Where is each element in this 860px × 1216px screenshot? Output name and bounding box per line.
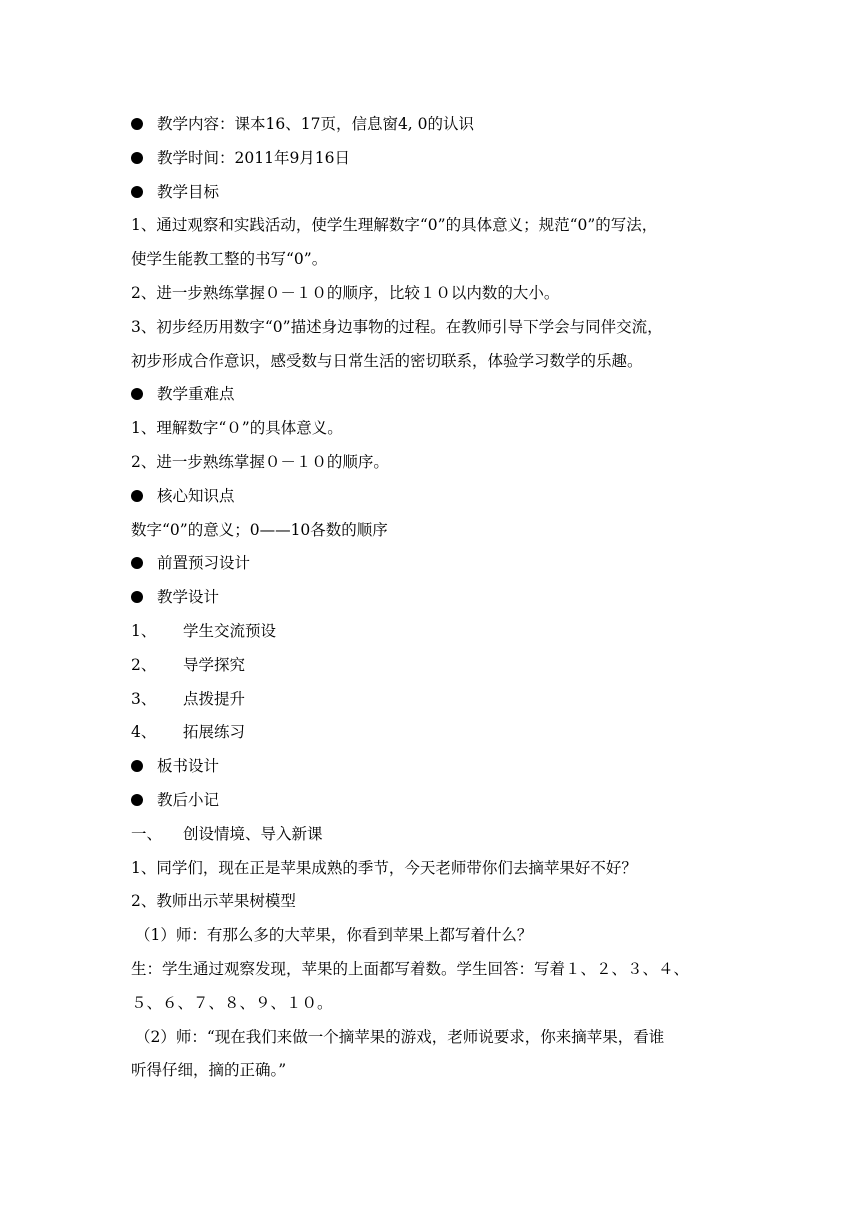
paragraph-line [131, 919, 741, 953]
post-class-notes-heading: 教后小记 [157, 790, 220, 809]
teaching-content-text: 教学内容：课本16、17页，信息窗4, 0的认识 [157, 115, 475, 133]
section-number: 一、 [131, 824, 163, 843]
key-point-1: 1、理解数字“０”的具体意义。 [131, 419, 343, 438]
bullet-item-notes [131, 784, 741, 818]
bullet-icon [131, 557, 143, 569]
core-knowledge-heading: 核心知识点 [157, 486, 235, 505]
goal-1-line-1: 1、通过观察和实践活动，使学生理解数字“0”的具体意义；规范“0”的写法， [131, 216, 658, 235]
teacher-question-2-line-1: （2）师：“现在我们来做一个摘苹果的游戏，老师说要求，你来摘苹果，看谁 [135, 1027, 665, 1046]
step-number: 2、 [131, 655, 157, 674]
step-number: 3、 [131, 689, 157, 708]
bullet-icon [131, 760, 143, 772]
paragraph-line [131, 1054, 741, 1088]
paragraph-line [131, 243, 741, 277]
design-step-3 [131, 683, 741, 717]
paragraph-line [131, 446, 741, 480]
student-answer-line-1: 生：学生通过观察发现，苹果的上面都写着数。学生回答：写着１、２、３、４、 [131, 959, 690, 978]
bullet-icon [131, 388, 143, 400]
paragraph-line [131, 277, 741, 311]
step-text: 学生交流预设 [183, 621, 277, 640]
design-step-2 [131, 649, 741, 683]
student-answer-line-2: ５、６、７、８、９、１０。 [131, 993, 333, 1012]
teaching-time-text: 教学时间：2011年9月16日 [157, 148, 351, 167]
bullet-item-core-knowledge [131, 480, 741, 514]
bullet-item-design [131, 581, 741, 615]
board-design-heading: 板书设计 [157, 757, 220, 776]
lesson-intro-2: 2、教师出示苹果树模型 [131, 892, 296, 911]
bullet-item-goals [131, 176, 741, 210]
lesson-intro-1: 1、同学们，现在正是苹果成熟的季节，今天老师带你们去摘苹果好不好？ [131, 858, 637, 877]
paragraph-line [131, 885, 741, 919]
bullet-icon [131, 118, 143, 130]
teaching-goals-heading: 教学目标 [157, 182, 220, 201]
step-number: 4、 [131, 723, 157, 742]
bullet-item-time [131, 142, 741, 176]
bullet-item-key-points [131, 378, 741, 412]
core-knowledge-text: 数字“0”的意义；0——10各数的顺序 [131, 520, 388, 539]
teaching-design-heading: 教学设计 [157, 588, 220, 607]
teacher-question-1: （1）师：有那么多的大苹果，你看到苹果上都写着什么？ [135, 926, 533, 945]
section-title: 创设情境、导入新课 [183, 824, 323, 843]
paragraph-line [131, 852, 741, 886]
bullet-icon [131, 794, 143, 806]
design-step-1 [131, 615, 741, 649]
teacher-question-2-line-2: 听得仔细，摘的正确。” [131, 1061, 287, 1080]
bullet-icon [131, 186, 143, 198]
paragraph-line [131, 412, 741, 446]
paragraph-line [131, 514, 741, 548]
paragraph-line [131, 1021, 741, 1055]
bullet-item-board [131, 750, 741, 784]
step-number: 1、 [131, 621, 157, 640]
step-text: 拓展练习 [183, 723, 246, 742]
section-one-heading [131, 818, 741, 852]
goal-1-line-2: 使学生能教工整的书写“0”。 [131, 250, 328, 269]
design-step-4 [131, 716, 741, 750]
document-body [131, 108, 741, 1088]
bullet-item-content [131, 108, 741, 142]
preview-design-heading: 前置预习设计 [157, 554, 251, 573]
goal-3-line-2: 初步形成合作意识，感受数与日常生活的密切联系，体验学习数学的乐趣。 [131, 351, 643, 370]
paragraph-line [131, 345, 741, 379]
paragraph-line [131, 987, 741, 1021]
step-text: 点拨提升 [183, 689, 246, 708]
bullet-icon [131, 152, 143, 164]
goal-3-line-1: 3、初步经历用数字“0”描述身边事物的过程。在教师引导下学会与同伴交流， [131, 317, 663, 336]
paragraph-line [131, 209, 741, 243]
bullet-item-preview [131, 547, 741, 581]
paragraph-line [131, 953, 741, 987]
key-points-heading: 教学重难点 [157, 385, 235, 404]
key-point-2: 2、进一步熟练掌握０－１０的顺序。 [131, 452, 389, 471]
paragraph-line [131, 311, 741, 345]
goal-2: 2、进一步熟练掌握０－１０的顺序，比较１０以内数的大小。 [131, 283, 560, 302]
bullet-icon [131, 591, 143, 603]
bullet-icon [131, 490, 143, 502]
step-text: 导学探究 [183, 655, 246, 674]
